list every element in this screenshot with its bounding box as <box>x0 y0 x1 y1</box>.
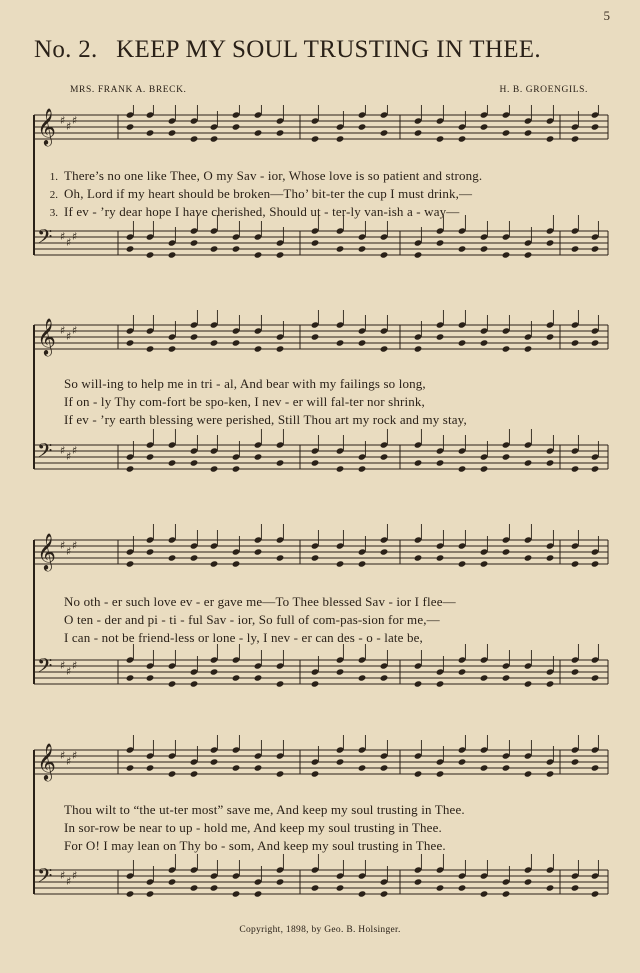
note-head <box>380 890 389 897</box>
note-head <box>358 764 367 771</box>
sharp-icon: ♯ <box>66 236 72 249</box>
lyricist-credit: MRS. FRANK A. BRECK. <box>70 85 187 95</box>
note-head <box>336 560 345 567</box>
sharp-icon: ♯ <box>66 665 72 678</box>
note-head <box>502 129 511 136</box>
note-head <box>146 251 155 258</box>
note-head <box>571 560 580 567</box>
note-head <box>358 465 367 472</box>
note-head <box>358 339 367 346</box>
sharp-icon: ♯ <box>60 114 66 127</box>
sharp-icon: ♯ <box>72 659 78 672</box>
note-head <box>502 548 511 555</box>
note-head <box>311 333 320 340</box>
note-head <box>414 680 423 687</box>
note-head <box>232 674 241 681</box>
note-head <box>571 758 580 765</box>
lyric-text: If on - ly Thy com-fort be spo-ken, I nev - er will fal-ter nor shrink, <box>64 394 425 409</box>
note-head <box>336 135 345 142</box>
sharp-icon: ♯ <box>72 869 78 882</box>
note-head <box>146 764 155 771</box>
lyric-text: There’s no one like Thee, O my Sav - ior, Whose love is so patient and strong. <box>64 168 483 183</box>
treble-clef-icon: 𝄞 <box>37 532 56 570</box>
note-head <box>502 251 511 258</box>
note-head <box>210 135 219 142</box>
sharp-icon: ♯ <box>66 120 72 133</box>
note-head <box>571 339 580 346</box>
note-head <box>502 453 511 460</box>
note-head <box>380 345 389 352</box>
note-head <box>126 123 135 130</box>
verse-number: 2. <box>49 189 58 201</box>
note-head <box>524 129 533 136</box>
note-head <box>546 459 555 466</box>
sharp-icon: ♯ <box>72 114 78 127</box>
page-number: 5 <box>603 8 610 23</box>
note-head <box>546 770 555 777</box>
note-head <box>524 459 533 466</box>
sharp-icon: ♯ <box>66 875 72 888</box>
note-head <box>190 680 199 687</box>
note-head <box>336 668 345 675</box>
note-head <box>436 680 445 687</box>
note-head <box>591 890 600 897</box>
note-head <box>380 548 389 555</box>
note-head <box>190 333 199 340</box>
note-head <box>358 123 367 130</box>
lyric-text: If ev - ’ry earth blessing were perished, Still Thou art my rock and my stay, <box>64 412 467 427</box>
bass-clef-icon: 𝄢 <box>37 439 53 467</box>
note-head <box>380 251 389 258</box>
note-head <box>591 339 600 346</box>
lyric-line <box>30 204 620 222</box>
note-head <box>276 554 285 561</box>
note-head <box>358 560 367 567</box>
note-head <box>380 453 389 460</box>
note-head <box>480 890 489 897</box>
note-head <box>380 764 389 771</box>
sharp-icon: ♯ <box>60 230 66 243</box>
note-head <box>458 884 467 891</box>
note-head <box>524 770 533 777</box>
note-head <box>336 758 345 765</box>
note-head <box>168 459 177 466</box>
note-head <box>546 239 555 246</box>
note-head <box>311 135 320 142</box>
lyric-text: I can - not be friend-less or lone - ly, I nev - er can des - o - late be, <box>64 630 423 645</box>
note-head <box>591 560 600 567</box>
treble-clef-icon: 𝄞 <box>37 317 56 355</box>
note-head <box>311 459 320 466</box>
note-head <box>276 680 285 687</box>
note-head <box>458 668 467 675</box>
hymn-number: No. 2. <box>34 36 98 63</box>
note-head <box>232 123 241 130</box>
note-head <box>276 251 285 258</box>
copyright-notice: Copyright, 1898, by Geo. B. Holsinger. <box>239 925 401 935</box>
sharp-icon: ♯ <box>60 869 66 882</box>
note-head <box>168 345 177 352</box>
note-head <box>414 554 423 561</box>
lyric-text: Oh, Lord if my heart should be broken—Tho’ bit-ter the cup I must drink,— <box>64 186 473 201</box>
lyric-text: O ten - der and pi - ti - ful Sav - ior, So full of com-pas-sion for me,— <box>64 612 440 627</box>
note-head <box>311 680 320 687</box>
sharp-icon: ♯ <box>66 755 72 768</box>
note-head <box>232 890 241 897</box>
note-head <box>190 770 199 777</box>
note-head <box>336 339 345 346</box>
sharp-icon: ♯ <box>72 749 78 762</box>
note-head <box>414 878 423 885</box>
lyric-text: No oth - er such love ev - er gave me—To Thee blessed Sav - ior I flee— <box>64 594 456 609</box>
note-head <box>254 453 263 460</box>
hymn-title-row <box>34 36 624 64</box>
note-head <box>276 770 285 777</box>
note-head <box>146 890 155 897</box>
note-head <box>146 674 155 681</box>
note-head <box>146 345 155 352</box>
hymn-title: KEEP MY SOUL TRUSTING IN THEE. <box>116 36 541 63</box>
note-head <box>380 129 389 136</box>
lyric-text: If ev - ’ry dear hope I have cherished, Should ut - ter-ly van-ish a - way— <box>64 204 460 219</box>
note-head <box>480 560 489 567</box>
verse-number: 3. <box>49 207 58 219</box>
note-head <box>436 459 445 466</box>
note-head <box>190 135 199 142</box>
note-head <box>126 560 135 567</box>
note-head <box>126 674 135 681</box>
note-head <box>232 764 241 771</box>
note-head <box>571 668 580 675</box>
note-head <box>232 245 241 252</box>
lyric-text: For O! I may lean on Thy bo - som, And keep my soul trusting in Thee. <box>64 838 446 853</box>
note-head <box>190 884 199 891</box>
note-head <box>591 674 600 681</box>
note-head <box>126 245 135 252</box>
note-head <box>571 884 580 891</box>
sharp-icon: ♯ <box>72 444 78 457</box>
treble-clef-icon: 𝄞 <box>37 107 56 145</box>
note-head <box>524 680 533 687</box>
note-head <box>414 251 423 258</box>
lyric-line <box>30 838 620 856</box>
note-head <box>414 770 423 777</box>
note-head <box>546 135 555 142</box>
note-head <box>168 770 177 777</box>
note-head <box>571 245 580 252</box>
note-head <box>190 239 199 246</box>
bass-clef-icon: 𝄢 <box>37 654 53 682</box>
note-head <box>168 251 177 258</box>
note-head <box>254 674 263 681</box>
lyric-line <box>30 394 620 412</box>
note-head <box>336 884 345 891</box>
sharp-icon: ♯ <box>72 539 78 552</box>
note-head <box>254 129 263 136</box>
note-head <box>210 245 219 252</box>
note-head <box>276 345 285 352</box>
note-head <box>546 884 555 891</box>
lyric-line <box>30 168 620 186</box>
note-head <box>571 465 580 472</box>
note-head <box>591 123 600 130</box>
lyric-line <box>30 802 620 820</box>
note-head <box>311 239 320 246</box>
note-head <box>524 251 533 258</box>
note-head <box>210 465 219 472</box>
note-head <box>232 339 241 346</box>
lyric-text: Thou wilt to “the ut-ter most” save me, And keep my soul trusting in Thee. <box>64 802 465 817</box>
note-head <box>502 345 511 352</box>
sharp-icon: ♯ <box>60 324 66 337</box>
note-head <box>571 135 580 142</box>
note-head <box>480 123 489 130</box>
note-head <box>168 680 177 687</box>
note-head <box>168 878 177 885</box>
bass-clef-icon: 𝄢 <box>37 864 53 892</box>
note-head <box>190 554 199 561</box>
note-head <box>210 758 219 765</box>
note-head <box>276 459 285 466</box>
note-head <box>546 554 555 561</box>
note-head <box>436 135 445 142</box>
note-head <box>546 333 555 340</box>
note-head <box>502 674 511 681</box>
sharp-icon: ♯ <box>60 749 66 762</box>
note-head <box>168 554 177 561</box>
note-head <box>480 245 489 252</box>
note-head <box>591 245 600 252</box>
note-head <box>480 764 489 771</box>
note-head <box>458 135 467 142</box>
note-head <box>254 345 263 352</box>
sharp-icon: ♯ <box>60 659 66 672</box>
note-head <box>591 764 600 771</box>
note-head <box>276 129 285 136</box>
bass-clef-icon: 𝄢 <box>37 225 53 253</box>
composer-credit: H. B. GROENGILS. <box>499 85 588 95</box>
note-head <box>591 465 600 472</box>
note-head <box>336 245 345 252</box>
note-head <box>254 251 263 258</box>
note-head <box>146 453 155 460</box>
note-head <box>254 890 263 897</box>
note-head <box>358 674 367 681</box>
note-head <box>146 548 155 555</box>
sharp-icon: ♯ <box>60 539 66 552</box>
verse-number: 1. <box>49 171 58 183</box>
lyric-text: In sor-row be near to up - hold me, And keep my soul trusting in Thee. <box>64 820 442 835</box>
lyric-text: So will-ing to help me in tri - al, And bear with my failings so long, <box>64 376 426 391</box>
note-head <box>126 465 135 472</box>
note-head <box>126 764 135 771</box>
note-head <box>168 129 177 136</box>
note-head <box>414 459 423 466</box>
note-head <box>190 459 199 466</box>
sharp-icon: ♯ <box>66 450 72 463</box>
note-head <box>458 758 467 765</box>
note-head <box>436 333 445 340</box>
note-head <box>502 890 511 897</box>
lyric-line <box>30 630 620 648</box>
note-head <box>524 878 533 885</box>
note-head <box>232 560 241 567</box>
note-head <box>380 674 389 681</box>
lyric-line <box>30 412 620 430</box>
note-head <box>210 884 219 891</box>
note-head <box>480 674 489 681</box>
note-head <box>311 554 320 561</box>
note-head <box>358 245 367 252</box>
note-head <box>126 339 135 346</box>
note-head <box>414 129 423 136</box>
note-head <box>336 465 345 472</box>
note-head <box>436 884 445 891</box>
note-head <box>480 339 489 346</box>
note-head <box>276 878 285 885</box>
note-head <box>254 764 263 771</box>
note-head <box>146 129 155 136</box>
note-head <box>358 890 367 897</box>
note-head <box>126 890 135 897</box>
note-head <box>458 465 467 472</box>
note-head <box>524 554 533 561</box>
note-head <box>458 245 467 252</box>
treble-clef-icon: 𝄞 <box>37 742 56 780</box>
note-head <box>436 554 445 561</box>
sharp-icon: ♯ <box>66 545 72 558</box>
note-head <box>311 770 320 777</box>
lyric-line <box>30 594 620 612</box>
note-head <box>524 345 533 352</box>
note-head <box>210 560 219 567</box>
lyric-line <box>30 376 620 394</box>
note-head <box>458 339 467 346</box>
lyric-line <box>30 820 620 838</box>
sharp-icon: ♯ <box>66 330 72 343</box>
note-head <box>502 764 511 771</box>
sharp-icon: ♯ <box>60 444 66 457</box>
note-head <box>436 770 445 777</box>
note-head <box>311 884 320 891</box>
lyric-line <box>30 186 620 204</box>
note-head <box>546 680 555 687</box>
note-head <box>210 339 219 346</box>
note-head <box>458 560 467 567</box>
lyric-line <box>30 612 620 630</box>
note-head <box>210 668 219 675</box>
sharp-icon: ♯ <box>72 230 78 243</box>
note-head <box>480 465 489 472</box>
note-head <box>232 465 241 472</box>
note-head <box>254 548 263 555</box>
sharp-icon: ♯ <box>72 324 78 337</box>
note-head <box>414 345 423 352</box>
note-head <box>436 239 445 246</box>
